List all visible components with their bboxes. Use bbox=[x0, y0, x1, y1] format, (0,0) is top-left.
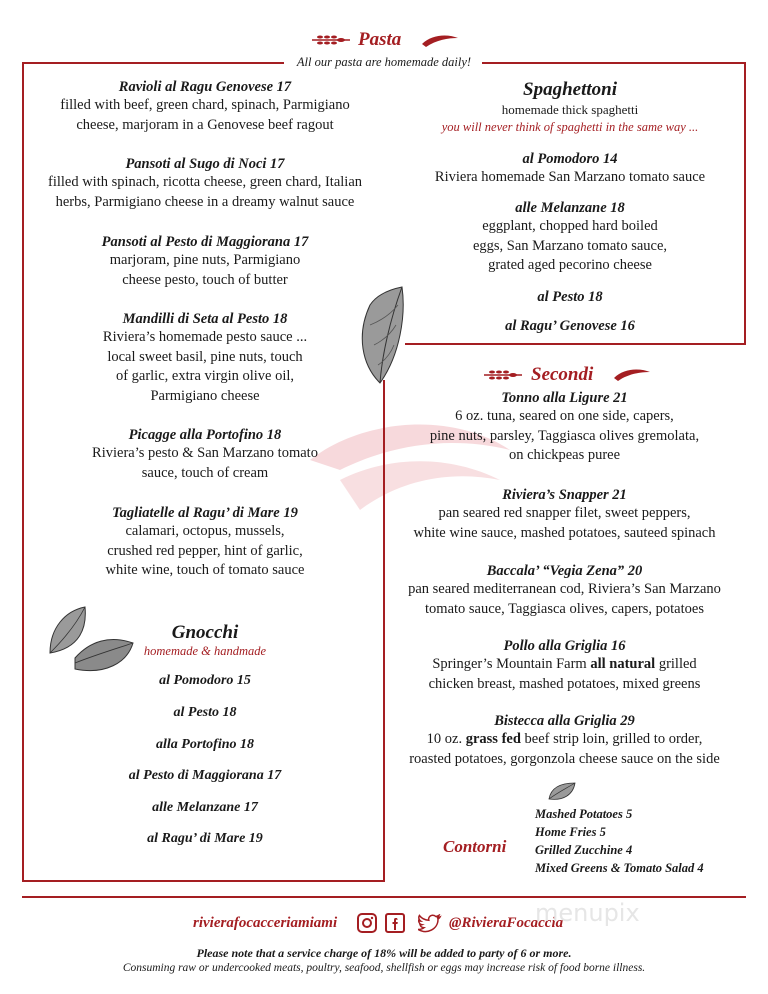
dish-desc: local sweet basil, pine nuts, touch bbox=[107, 348, 303, 365]
gnocchi-item: al Pesto di Maggiorana 17 bbox=[128, 768, 282, 783]
dish-desc: eggplant, chopped hard boiled bbox=[482, 218, 658, 234]
dish-name: al Pomodoro 14 bbox=[522, 151, 618, 167]
twitter-icon[interactable] bbox=[418, 914, 442, 934]
contorni-item: Grilled Zucchine 4 bbox=[535, 843, 633, 857]
dish-desc: Springer’s Mountain Farm all natural grilled bbox=[432, 656, 697, 672]
pasta-item bbox=[30, 427, 380, 483]
pasta-title: Pasta bbox=[358, 29, 402, 50]
twitter-handle-link[interactable]: @RivieraFocaccia bbox=[449, 915, 564, 931]
gnocchi-title: Gnocchi bbox=[171, 622, 239, 643]
contorni-item: Mashed Potatoes 5 bbox=[535, 807, 633, 821]
dish-desc: chicken breast, mashed potatoes, mixed greens bbox=[428, 675, 701, 692]
dish-name: Pansoti al Sugo di Noci 17 bbox=[125, 156, 285, 172]
instagram-icon[interactable] bbox=[357, 913, 377, 933]
dish-desc: crushed red pepper, hint of garlic, bbox=[107, 542, 303, 559]
watermark: menupix bbox=[535, 899, 640, 927]
dish-desc: eggs, San Marzano tomato sauce, bbox=[472, 237, 668, 254]
pasta-item bbox=[30, 311, 380, 406]
dish-desc: grated aged pecorino cheese bbox=[488, 257, 652, 273]
dish-name: Tonno alla Ligure 21 bbox=[501, 390, 628, 406]
dish-desc: 10 oz. grass fed beef strip loin, grilled to order, bbox=[426, 731, 703, 747]
wheat-icon bbox=[310, 32, 352, 48]
secondi-title: Secondi bbox=[531, 364, 594, 385]
basil-leaf-icon bbox=[352, 285, 408, 385]
pasta-subtitle: All our pasta are homemade daily! bbox=[296, 55, 472, 69]
secondi-item bbox=[392, 487, 737, 543]
gnocchi-subtitle: homemade & handmade bbox=[143, 644, 267, 658]
dish-desc: filled with beef, green chard, spinach, Parmigiano bbox=[60, 97, 350, 113]
spaghettoni-subtitle: homemade thick spaghetti bbox=[501, 102, 639, 117]
dish-desc: of garlic, extra virgin olive oil, bbox=[115, 368, 295, 384]
spaghettoni-title: Spaghettoni bbox=[523, 79, 617, 100]
food-safety-note: Consuming raw or undercooked meats, poultry, seafood, shellfish or eggs may increase risk of food borne illness. bbox=[122, 962, 646, 974]
secondi-item bbox=[392, 638, 737, 694]
dish-desc: Riviera homemade San Marzano tomato sauce bbox=[434, 169, 706, 185]
dish-desc: white wine, touch of tomato sauce bbox=[105, 562, 305, 578]
dish-desc: Riviera’s homemade pesto sauce ... bbox=[102, 329, 308, 345]
dish-desc: herbs, Parmigiano cheese in a dreamy walnut sauce bbox=[55, 193, 355, 210]
gnocchi-item: alle Melanzane 17 bbox=[152, 800, 258, 815]
dish-name: Mandilli di Seta al Pesto 18 bbox=[122, 311, 288, 327]
dish-name: Riviera’s Snapper 21 bbox=[502, 487, 627, 503]
dish-name: alle Melanzane 18 bbox=[515, 200, 625, 216]
dish-desc: filled with spinach, ricotta cheese, green chard, Italian bbox=[47, 174, 363, 190]
dish-desc: pine nuts, parsley, Taggiasca olives gremolata, bbox=[429, 427, 700, 444]
dish-desc: roasted potatoes, gorgonzola cheese sauce on the side bbox=[409, 750, 720, 767]
spaghettoni-item: al Pesto 18 bbox=[537, 289, 603, 305]
dish-desc: marjoram, pine nuts, Parmigiano bbox=[109, 252, 301, 268]
dish-desc: pan seared red snapper filet, sweet peppers, bbox=[438, 505, 691, 521]
dish-desc: Riviera’s pesto & San Marzano tomato bbox=[92, 445, 318, 461]
dish-desc: Parmigiano cheese bbox=[150, 387, 260, 404]
dish-name: Ravioli al Ragu Genovese 17 bbox=[118, 79, 292, 95]
spaghettoni-item bbox=[405, 200, 735, 276]
spaghettoni-item bbox=[405, 151, 735, 188]
dish-name: Picagge alla Portofino 18 bbox=[128, 427, 282, 443]
pasta-item bbox=[30, 505, 380, 581]
spaghettoni-tagline: you will never think of spaghetti in the same way ... bbox=[441, 120, 699, 134]
pasta-item bbox=[30, 79, 380, 135]
gnocchi-item: al Ragu’ di Mare 19 bbox=[147, 831, 263, 846]
dish-name: Pollo alla Griglia 16 bbox=[503, 638, 626, 654]
secondi-item bbox=[392, 390, 737, 466]
wheat-icon bbox=[482, 367, 524, 383]
dish-desc: pan seared mediterranean cod, Riviera’s San Marzano bbox=[408, 581, 721, 597]
gnocchi-item: al Pomodoro 15 bbox=[159, 673, 251, 688]
facebook-icon[interactable] bbox=[385, 913, 405, 933]
dish-desc: cheese, marjoram in a Genovese beef ragout bbox=[76, 116, 334, 133]
spaghettoni-item: al Ragu’ Genovese 16 bbox=[505, 318, 635, 334]
dish-name: Pansoti al Pesto di Maggiorana 17 bbox=[101, 234, 309, 250]
dish-desc: sauce, touch of cream bbox=[141, 464, 269, 481]
gnocchi-item: alla Portofino 18 bbox=[155, 737, 254, 752]
swoosh-icon bbox=[612, 368, 652, 382]
dish-name: Baccala’ “Vegia Zena” 20 bbox=[486, 563, 643, 579]
gnocchi-item: al Pesto 18 bbox=[173, 705, 237, 720]
pasta-item bbox=[30, 234, 380, 290]
dish-name: Bistecca alla Griglia 29 bbox=[494, 713, 635, 729]
dish-desc: on chickpeas puree bbox=[508, 447, 621, 463]
spaghettoni-section bbox=[405, 79, 735, 135]
contorni-title: Contorni bbox=[443, 837, 507, 856]
secondi-item bbox=[392, 563, 737, 619]
basil-leaf-icon bbox=[547, 781, 577, 803]
dish-desc: tomato sauce, Taggiasca olives, capers, potatoes bbox=[425, 600, 704, 617]
website-link[interactable]: rivierafocacceriamiami bbox=[193, 915, 338, 931]
dish-name: Tagliatelle al Ragu’ di Mare 19 bbox=[112, 505, 298, 521]
pasta-item bbox=[30, 156, 380, 212]
dish-desc: calamari, octopus, mussels, bbox=[125, 523, 285, 539]
dish-desc: white wine sauce, mashed potatoes, sauteed spinach bbox=[413, 524, 716, 541]
dish-desc: 6 oz. tuna, seared on one side, capers, bbox=[455, 408, 674, 424]
service-charge-note: Please note that a service charge of 18% will be added to party of 6 or more. bbox=[196, 946, 572, 960]
contorni-item: Mixed Greens & Tomato Salad 4 bbox=[535, 861, 704, 875]
contorni-item: Home Fries 5 bbox=[535, 825, 606, 839]
swoosh-icon bbox=[420, 34, 460, 48]
secondi-item bbox=[392, 713, 737, 769]
dish-desc: cheese pesto, touch of butter bbox=[122, 271, 288, 288]
